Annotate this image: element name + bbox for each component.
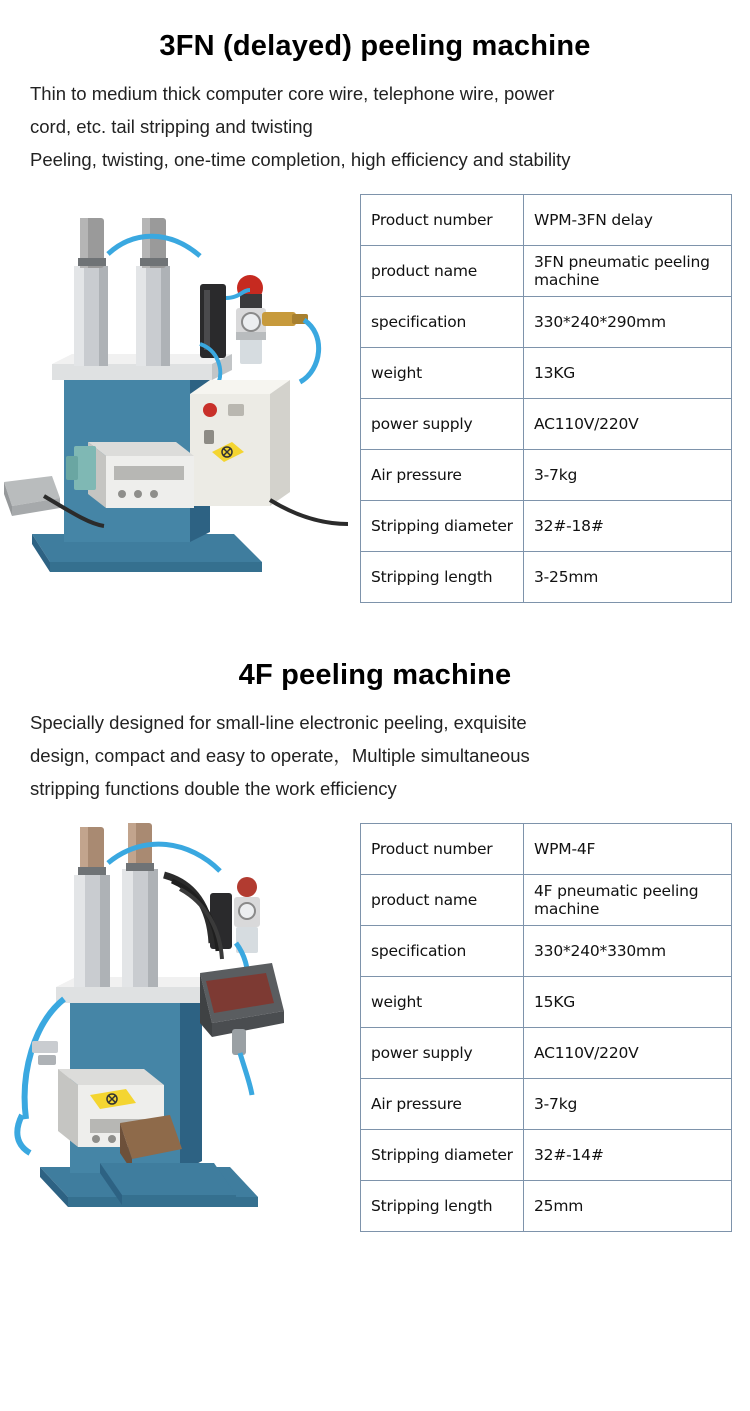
spec-key: specification xyxy=(361,926,524,977)
spec-value: 32#-18# xyxy=(524,501,732,552)
section-divider-space xyxy=(0,603,750,649)
table-row xyxy=(361,297,732,348)
desc-line: Specially designed for small-line electronic peeling, exquisite xyxy=(30,712,527,733)
content-row-3fn xyxy=(0,194,750,603)
spec-value: 3-7kg xyxy=(524,1079,732,1130)
section-title-4f: 4F peeling machine xyxy=(238,659,512,691)
spec-value: AC110V/220V xyxy=(524,1028,732,1079)
spec-key: weight xyxy=(361,348,524,399)
spec-key: Product number xyxy=(361,824,524,875)
spec-value: 32#-14# xyxy=(524,1130,732,1181)
spec-key: Stripping diameter xyxy=(361,1130,524,1181)
spec-table-col-4f xyxy=(360,823,750,1232)
section-4f xyxy=(0,649,750,1232)
desc-line: stripping functions double the work efficiency xyxy=(30,778,397,799)
table-row xyxy=(361,552,732,603)
table-row xyxy=(361,977,732,1028)
table-row xyxy=(361,1028,732,1079)
machine-photo-4f xyxy=(0,823,360,1223)
desc-line: Peeling, twisting, one-time completion, high efficiency and stability xyxy=(30,149,571,170)
spec-value: 4F pneumatic peeling machine xyxy=(524,875,732,926)
spec-value: AC110V/220V xyxy=(524,399,732,450)
content-row-4f xyxy=(0,823,750,1232)
spec-value: WPM-4F xyxy=(524,824,732,875)
spec-key: Product number xyxy=(361,195,524,246)
table-row xyxy=(361,1130,732,1181)
spec-key: Air pressure xyxy=(361,1079,524,1130)
spec-value: 3-7kg xyxy=(524,450,732,501)
section-description-4f xyxy=(0,706,750,805)
table-row xyxy=(361,246,732,297)
spec-key: specification xyxy=(361,297,524,348)
machine-photo-3fn xyxy=(0,194,360,594)
spec-value: 330*240*290mm xyxy=(524,297,732,348)
table-row xyxy=(361,348,732,399)
spec-key: product name xyxy=(361,875,524,926)
table-row xyxy=(361,399,732,450)
table-row xyxy=(361,1079,732,1130)
desc-line: cord, etc. tail stripping and twisting xyxy=(30,116,313,137)
table-row xyxy=(361,926,732,977)
spec-value: WPM-3FN delay xyxy=(524,195,732,246)
machine-illustration-4f xyxy=(4,823,356,1223)
spec-table-4f xyxy=(360,823,732,1232)
table-row xyxy=(361,195,732,246)
spec-value: 13KG xyxy=(524,348,732,399)
spec-key: power supply xyxy=(361,1028,524,1079)
section-title-3fn: 3FN (delayed) peeling machine xyxy=(159,30,591,62)
table-row xyxy=(361,501,732,552)
desc-line: Thin to medium thick computer core wire, telephone wire, power xyxy=(30,83,555,104)
machine-illustration-3fn xyxy=(4,194,356,594)
spec-value: 15KG xyxy=(524,977,732,1028)
spec-key: Stripping length xyxy=(361,552,524,603)
table-row xyxy=(361,450,732,501)
spec-key: product name xyxy=(361,246,524,297)
spec-key: power supply xyxy=(361,399,524,450)
spec-value: 3FN pneumatic peeling machine xyxy=(524,246,732,297)
table-row xyxy=(361,1181,732,1232)
spec-table-3fn xyxy=(360,194,732,603)
spec-key: Stripping length xyxy=(361,1181,524,1232)
table-row xyxy=(361,875,732,926)
table-row xyxy=(361,824,732,875)
spec-value: 330*240*330mm xyxy=(524,926,732,977)
section-3fn xyxy=(0,0,750,603)
spec-key: Stripping diameter xyxy=(361,501,524,552)
spec-table-col-3fn xyxy=(360,194,750,603)
spec-key: weight xyxy=(361,977,524,1028)
desc-line: design, compact and easy to operate，Multiple simultaneous xyxy=(30,745,530,766)
spec-key: Air pressure xyxy=(361,450,524,501)
spec-value: 3-25mm xyxy=(524,552,732,603)
spec-value: 25mm xyxy=(524,1181,732,1232)
section-description-3fn xyxy=(0,77,750,176)
